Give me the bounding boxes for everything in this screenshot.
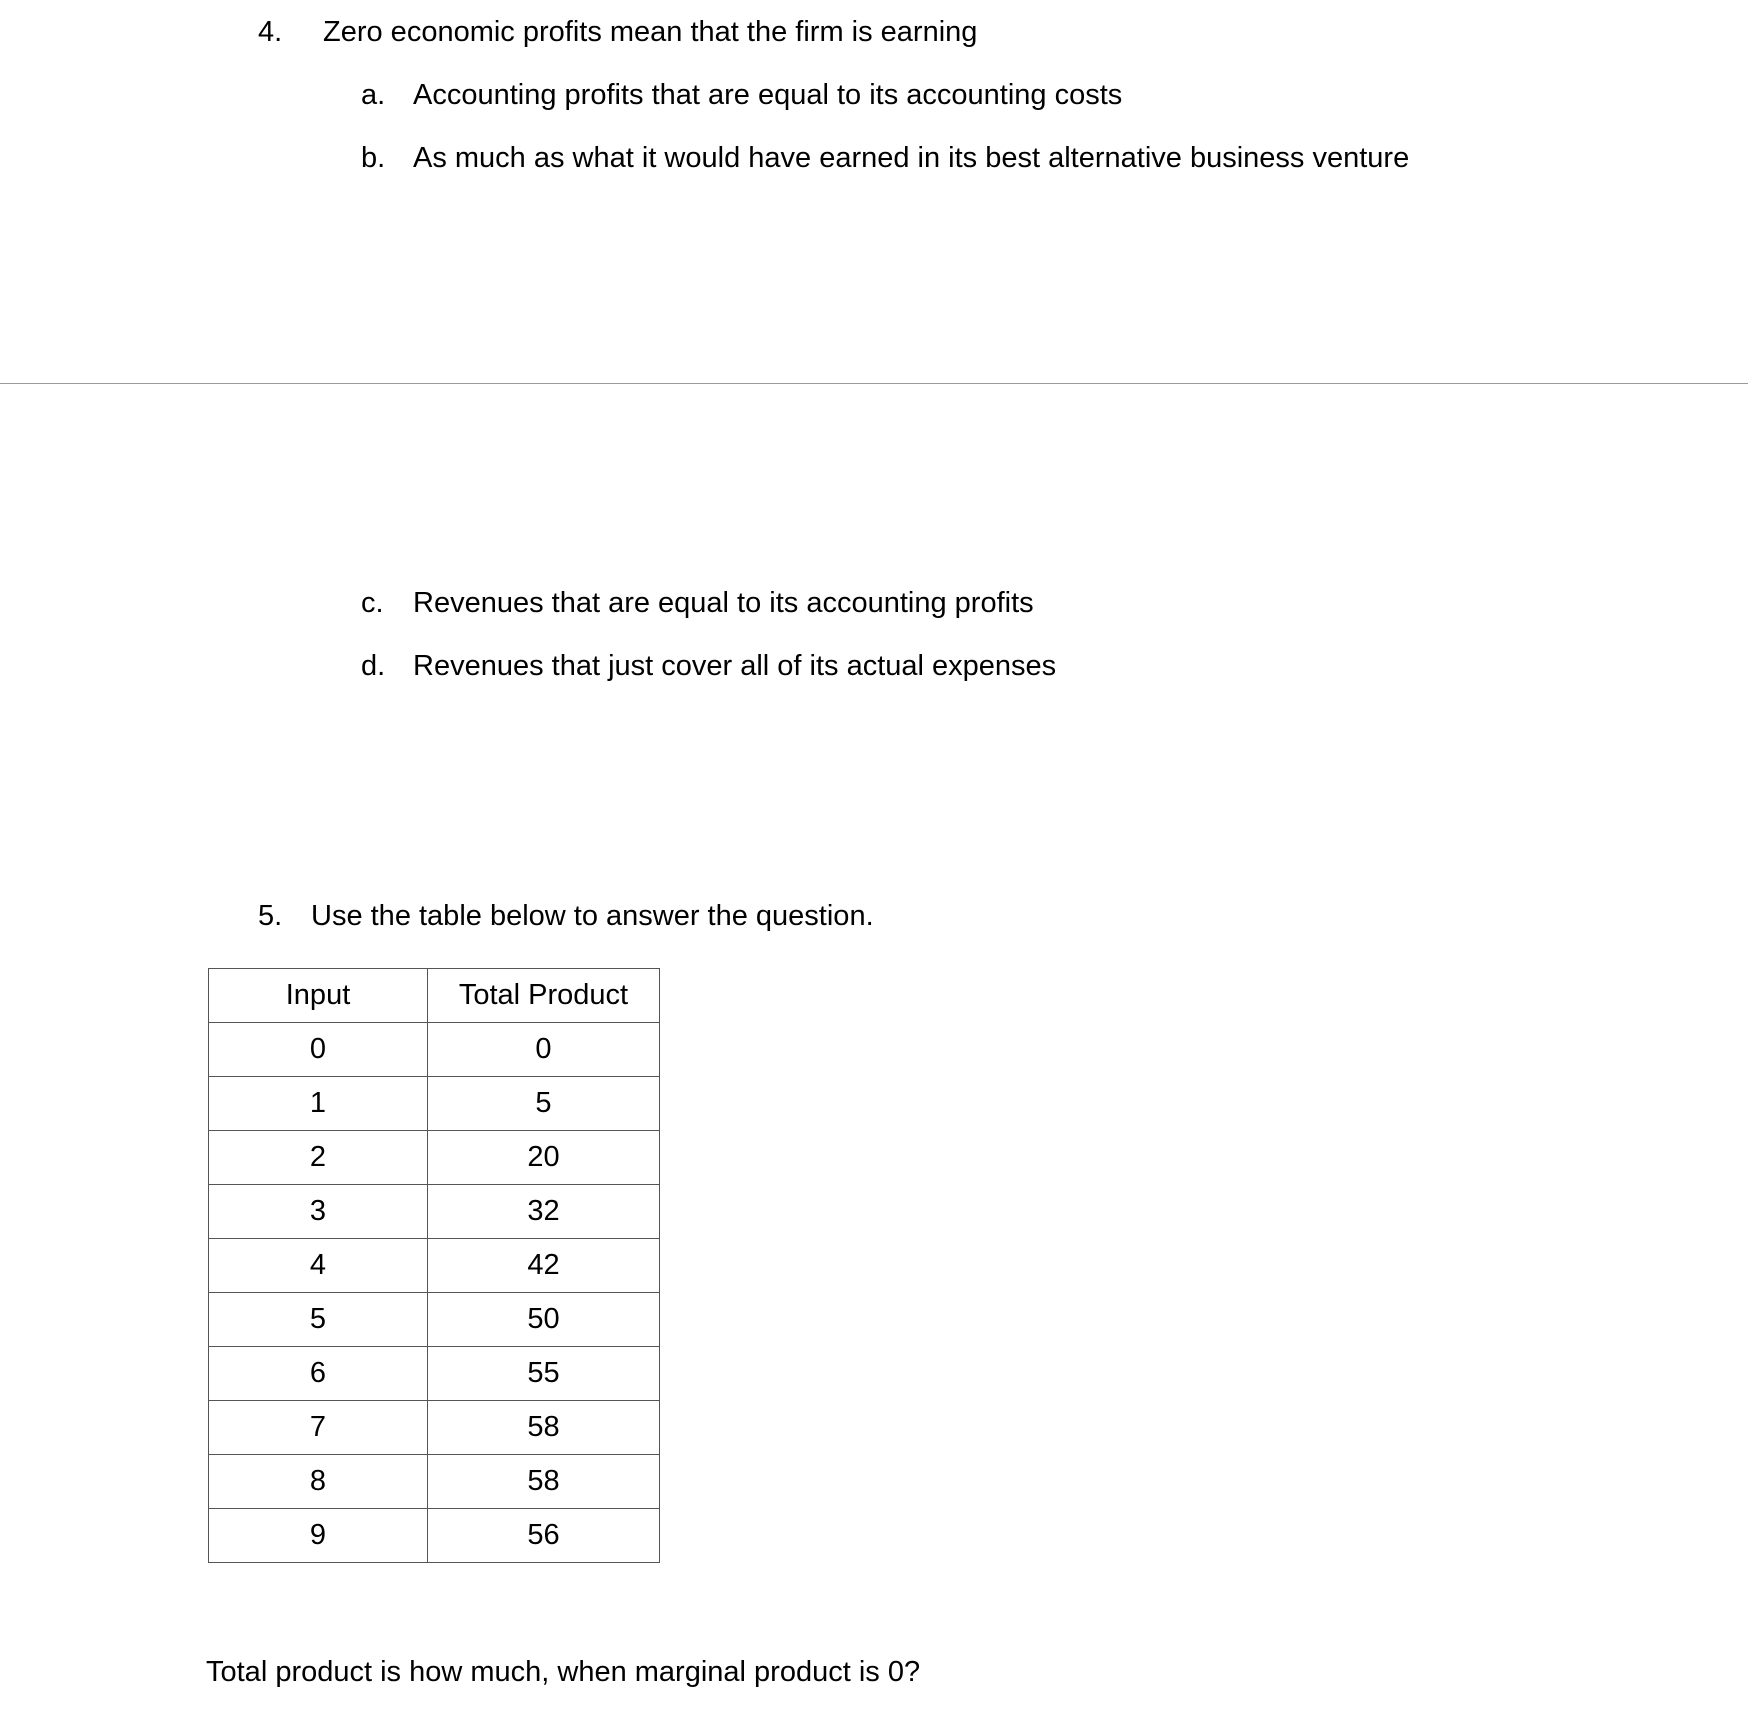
table-cell-total-product: 0 <box>428 1023 660 1077</box>
table-cell-input: 6 <box>209 1347 428 1401</box>
table-cell-input: 1 <box>209 1077 428 1131</box>
q4-option-a-text: Accounting profits that are equal to its accounting costs <box>413 79 1123 111</box>
table-cell-input: 8 <box>209 1455 428 1509</box>
page-divider <box>0 383 1748 384</box>
table-row <box>209 1293 660 1347</box>
table-cell-input: 7 <box>209 1401 428 1455</box>
table-cell-input: 5 <box>209 1293 428 1347</box>
table-row <box>209 1185 660 1239</box>
q4-number: 4. <box>258 16 283 48</box>
table-row <box>209 1077 660 1131</box>
table-cell-input: 3 <box>209 1185 428 1239</box>
table-row <box>209 1509 660 1563</box>
table-cell-input: 9 <box>209 1509 428 1563</box>
table-cell-total-product: 42 <box>428 1239 660 1293</box>
q4-option-a-letter: a. <box>361 79 386 111</box>
table-row <box>209 1401 660 1455</box>
q5-prompt: Use the table below to answer the question. <box>311 900 874 932</box>
table-cell-total-product: 32 <box>428 1185 660 1239</box>
q4-option-d-text: Revenues that just cover all of its actual expenses <box>413 650 1057 682</box>
table-row <box>209 1347 660 1401</box>
q4-prompt: Zero economic profits mean that the firm is earning <box>323 16 978 48</box>
q4-option-b-letter: b. <box>361 142 386 174</box>
q4-option-d-letter: d. <box>361 650 386 682</box>
table-row <box>209 1455 660 1509</box>
q4-option-c-text: Revenues that are equal to its accounting profits <box>413 587 1034 619</box>
table-row <box>209 1131 660 1185</box>
q4-option-c-letter: c. <box>361 587 384 619</box>
table-row <box>209 1239 660 1293</box>
table-cell-total-product: 58 <box>428 1455 660 1509</box>
q4-option-b-text: As much as what it would have earned in its best alternative business venture <box>413 142 1410 174</box>
table-cell-total-product: 50 <box>428 1293 660 1347</box>
table-cell-total-product: 56 <box>428 1509 660 1563</box>
q5-question: Total product is how much, when marginal product is 0? <box>206 1656 921 1688</box>
table-header-total-product: Total Product <box>428 969 660 1023</box>
q5-number: 5. <box>258 900 283 932</box>
table-cell-total-product: 5 <box>428 1077 660 1131</box>
table-cell-input: 2 <box>209 1131 428 1185</box>
table-row <box>209 1023 660 1077</box>
table-cell-input: 0 <box>209 1023 428 1077</box>
table-header-input: Input <box>209 969 428 1023</box>
table-cell-total-product: 58 <box>428 1401 660 1455</box>
table-cell-input: 4 <box>209 1239 428 1293</box>
table-cell-total-product: 20 <box>428 1131 660 1185</box>
table-cell-total-product: 55 <box>428 1347 660 1401</box>
table-header-row <box>209 969 660 1023</box>
total-product-table <box>208 968 660 1563</box>
